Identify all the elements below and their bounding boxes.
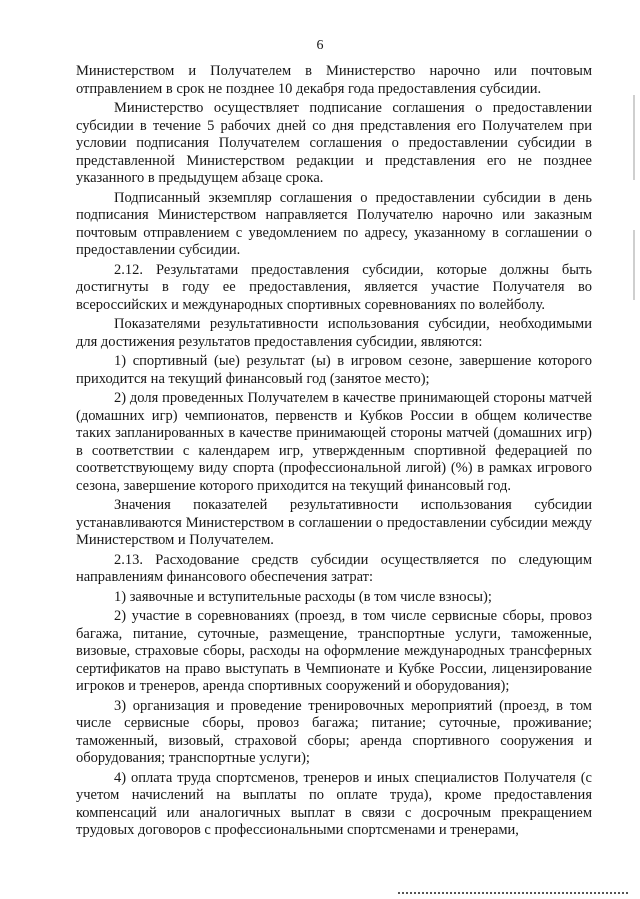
page-number: 6 xyxy=(316,38,324,53)
list-item-expense-2: 2) участие в соревнованиях (проезд, в том числе сервисные сборы, провоз багажа, питание, суточные, размещение, транспортные услуги, таможенные, визовые, страховые сборы, расходы на оформление международных трансферных сертификатов на право выступать в Чемпионате и Кубке России, лицензирование игроков и тренеров, аренда спортивных сооружений и оборудования); xyxy=(76,608,592,694)
list-item-indicator-1: 1) спортивный (ые) результат (ы) в игровом сезоне, завершение которого приходится на текущий финансовый год (занятое место); xyxy=(76,353,592,387)
scan-edge-mark xyxy=(633,230,635,300)
list-item-expense-3: 3) организация и проведение тренировочных мероприятий (проезд, в том числе сервисные сборы, провоз багажа; питание; суточные, проживание; таможенный, визовый, страховой сборы; аренда спортивного сооружения и оборудования; транспортные услуги); xyxy=(76,697,592,766)
document-body xyxy=(76,63,592,842)
paragraph-ministry-signing: Министерство осуществляет подписание соглашения о предоставлении субсидии в течение 5 рабочих дней со дня представления его Получателем при условии подписания Получателем соглашения о предоставлении субсидии в представленной Министерством редакции и представления его не позднее указанного в предыдущем абзаце срока. xyxy=(76,100,592,186)
scan-edge-mark xyxy=(633,95,635,180)
footer-dotted-rule xyxy=(398,892,628,894)
paragraph-continued-submission: Министерством и Получателем в Министерство нарочно или почтовым отправлением в срок не позднее 10 декабря года предоставления субсидии. xyxy=(76,63,592,97)
list-item-indicator-2: 2) доля проведенных Получателем в качестве принимающей стороны матчей (домашних игр) чемпионатов, первенств и Кубков России в общем количестве таких запланированных в качестве принимающей стороны матчей (домашних игр) в соответствии с календарем игр, утвержденным спортивной федерацией по соответствующему виду спорта (профессиональной лигой) (%) в рамках игрового сезона, завершение которого приходится на текущий финансовый год. xyxy=(76,390,592,494)
list-item-expense-4: 4) оплата труда спортсменов, тренеров и иных специалистов Получателя (с учетом начислений на выплаты по оплате труда), кроме предоставления компенсаций или аналогичных выплат в связи с досрочным прекращением трудовых договоров с профессиональными спортсменами и тренерами, xyxy=(76,769,592,838)
paragraph-signed-copy-delivery: Подписанный экземпляр соглашения о предоставлении субсидии в день подписания Министерством направляется Получателю нарочно или заказным почтовым отправлением с уведомлением по адресу, указанному в соглашении о предоставлении субсидии. xyxy=(76,189,592,258)
paragraph-performance-indicators-intro: Показателями результативности использования субсидии, необходимыми для достижения результатов предоставления субсидии, являются: xyxy=(76,316,592,350)
list-item-expense-1: 1) заявочные и вступительные расходы (в том числе взносы); xyxy=(114,588,492,605)
paragraph-indicator-values: Значения показателей результативности использования субсидии устанавливаются Министерством в соглашении о предоставлении субсидии между Министерством и Получателем. xyxy=(76,497,592,548)
paragraph-section-2-12-results: 2.12. Результатами предоставления субсидии, которые должны быть достигнуты в году ее предоставления, является участие Получателя во всероссийских и международных спортивных соревнованиях по волейболу. xyxy=(76,261,592,313)
paragraph-section-2-13-expenses: 2.13. Расходование средств субсидии осуществляется по следующим направлениям финансового обеспечения затрат: xyxy=(76,551,592,585)
